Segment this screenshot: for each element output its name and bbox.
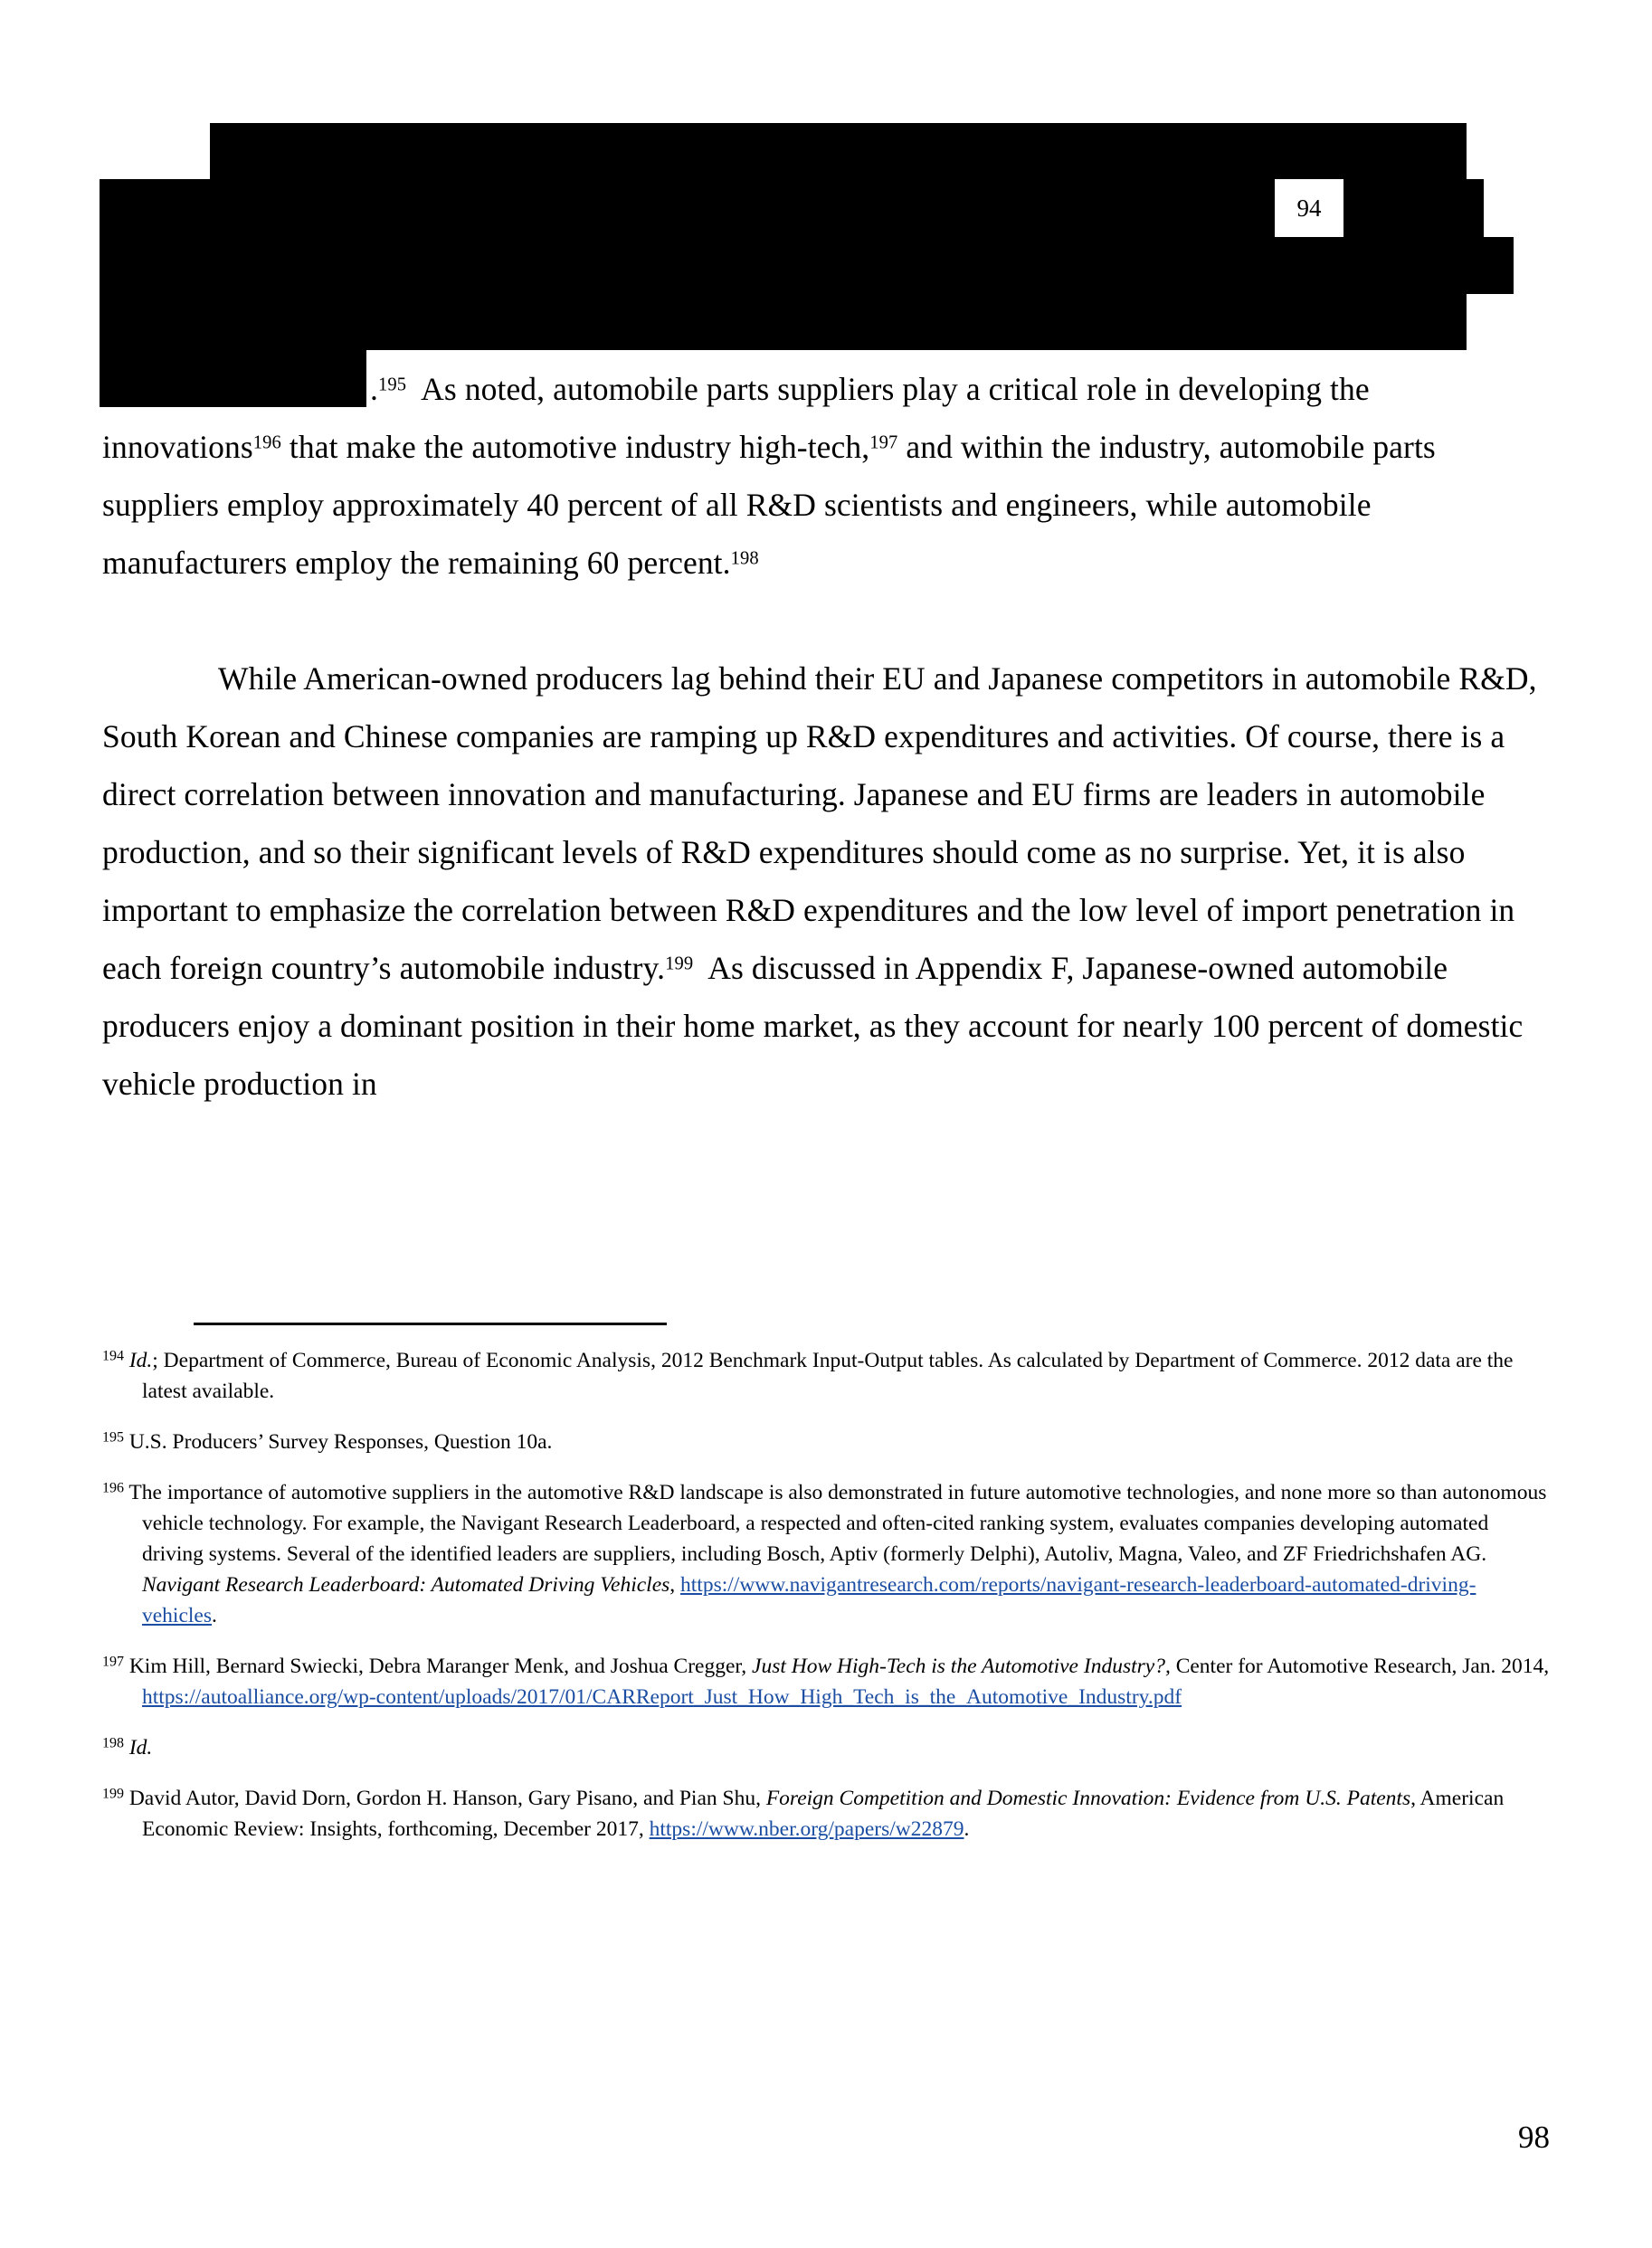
lead-punctuation: . — [370, 371, 378, 407]
footnote-199 — [102, 1783, 1550, 1845]
footnote-text: , — [669, 1573, 681, 1597]
footnote-number: 196 — [102, 1480, 124, 1496]
footnote-198 — [102, 1732, 1550, 1763]
paragraph-2-text-b: As discussed in Appendix F, Japanese-owned automobile producers enjoy a dominant position in their home market, as they account for nearly 100 percent of domestic vehicle production in — [102, 950, 1524, 1102]
footnote-separator-rule — [194, 1323, 667, 1325]
redacted-page-marker: 94 — [1275, 179, 1343, 237]
paragraph-2-text-a: While American-owned producers lag behind their EU and Japanese competitors in automobile R&D, South Korean and Chinese companies are ramping up R&D expenditures and activities. Of course, there is a direct correlation between innovation and manufacturing. Japanese and EU firms are leaders in automobile production, and so their significant levels of R&D expenditures should come as no surprise. Yet, it is also important to emphasize the correlation between R&D expenditures and the low level of import penetration in each foreign country’s automobile industry. — [102, 660, 1537, 986]
footnote-list — [102, 1345, 1550, 1845]
footnote-number: 198 — [102, 1735, 124, 1751]
footnote-text: ; Department of Commerce, Bureau of Economic Analysis, 2012 Benchmark Input-Output tables. As calculated by Department of Commerce. 2012 data are the latest available. — [142, 1349, 1514, 1403]
footnote-ref-198[interactable]: 198 — [730, 548, 759, 569]
footnote-number: 194 — [102, 1348, 124, 1364]
footnote-italic-text: Id. — [128, 1349, 153, 1372]
footnote-text: Center for Automotive Research, Jan. 2014, — [1170, 1655, 1550, 1678]
footnote-number: 199 — [102, 1786, 124, 1802]
redaction-bar-1 — [210, 123, 1467, 179]
footnote-ref-196[interactable]: 196 — [252, 432, 281, 453]
body-paragraph-1 — [102, 360, 1550, 592]
body-paragraph-2 — [102, 650, 1550, 1113]
footnote-ref-195[interactable]: 195 — [377, 375, 407, 395]
footnote-196 — [102, 1477, 1550, 1631]
redaction-bar-4 — [100, 294, 1467, 350]
footnote-ref-197[interactable]: 197 — [869, 432, 898, 453]
paragraph-1-text-a: As noted, automobile parts suppliers play a critical role in developing the innovations — [102, 371, 1370, 465]
body-text — [102, 360, 1550, 1113]
footnote-text: . — [964, 1817, 970, 1841]
footnote-link[interactable]: https://www.navigantresearch.com/reports/navigant-research-leaderboard-automated-driving-vehicles — [142, 1573, 1476, 1627]
footnote-number: 195 — [102, 1429, 124, 1446]
footnote-text: . — [212, 1604, 217, 1627]
footnote-italic-text: Id. — [128, 1736, 153, 1760]
footnote-ref-199[interactable]: 199 — [665, 953, 694, 974]
footnote-text: David Autor, David Dorn, Gordon H. Hanson, Gary Pisano, and Pian Shu, — [128, 1787, 766, 1810]
redaction-bar-3 — [100, 237, 1514, 294]
footnote-text: , American Economic Review: Insights, forthcoming, December 2017, — [142, 1787, 1505, 1841]
footnote-link[interactable]: https://www.nber.org/papers/w22879 — [649, 1817, 964, 1841]
footnote-italic-text: Just How High-Tech is the Automotive Industry?, — [752, 1655, 1171, 1678]
footnotes-section — [102, 1323, 1550, 1845]
footnote-italic-text: Navigant Research Leaderboard: Automated Driving Vehicles — [142, 1573, 670, 1597]
paragraph-1-text-b: that make the automotive industry high-tech, — [289, 429, 870, 465]
page-number: 98 — [1518, 2120, 1550, 2155]
footnote-197 — [102, 1651, 1550, 1712]
footnote-text: The importance of automotive suppliers in the automotive R&D landscape is also demonstrated in future automotive technologies, and none more so than autonomous vehicle technology. For example, the Navigant Research Leaderboard, a respected and often-cited ranking system, evaluates companies developing automated driving systems. Several of the identified leaders are suppliers, including Bosch, Aptiv (formerly Delphi), Autoliv, Magna, Valeo, and ZF Friedrichshafen AG. — [128, 1481, 1547, 1566]
footnote-number: 197 — [102, 1654, 124, 1670]
footnote-text: U.S. Producers’ Survey Responses, Question 10a. — [128, 1430, 553, 1454]
footnote-text: Kim Hill, Bernard Swiecki, Debra Maranger Menk, and Joshua Cregger, — [128, 1655, 753, 1678]
footnote-italic-text: Foreign Competition and Domestic Innovation: Evidence from U.S. Patents — [765, 1787, 1411, 1810]
footnote-195 — [102, 1427, 1550, 1457]
footnote-194 — [102, 1345, 1550, 1407]
footnote-link[interactable]: https://autoalliance.org/wp-content/uploads/2017/01/CARReport_Just_How_High_Tech_is_the_Automotive_Industry.pdf — [142, 1685, 1182, 1709]
paragraph-1-text-c: and within the industry, automobile parts suppliers employ approximately 40 percent of all R&D scientists and engineers, while automobile manufacturers employ the remaining 60 percent. — [102, 429, 1436, 581]
